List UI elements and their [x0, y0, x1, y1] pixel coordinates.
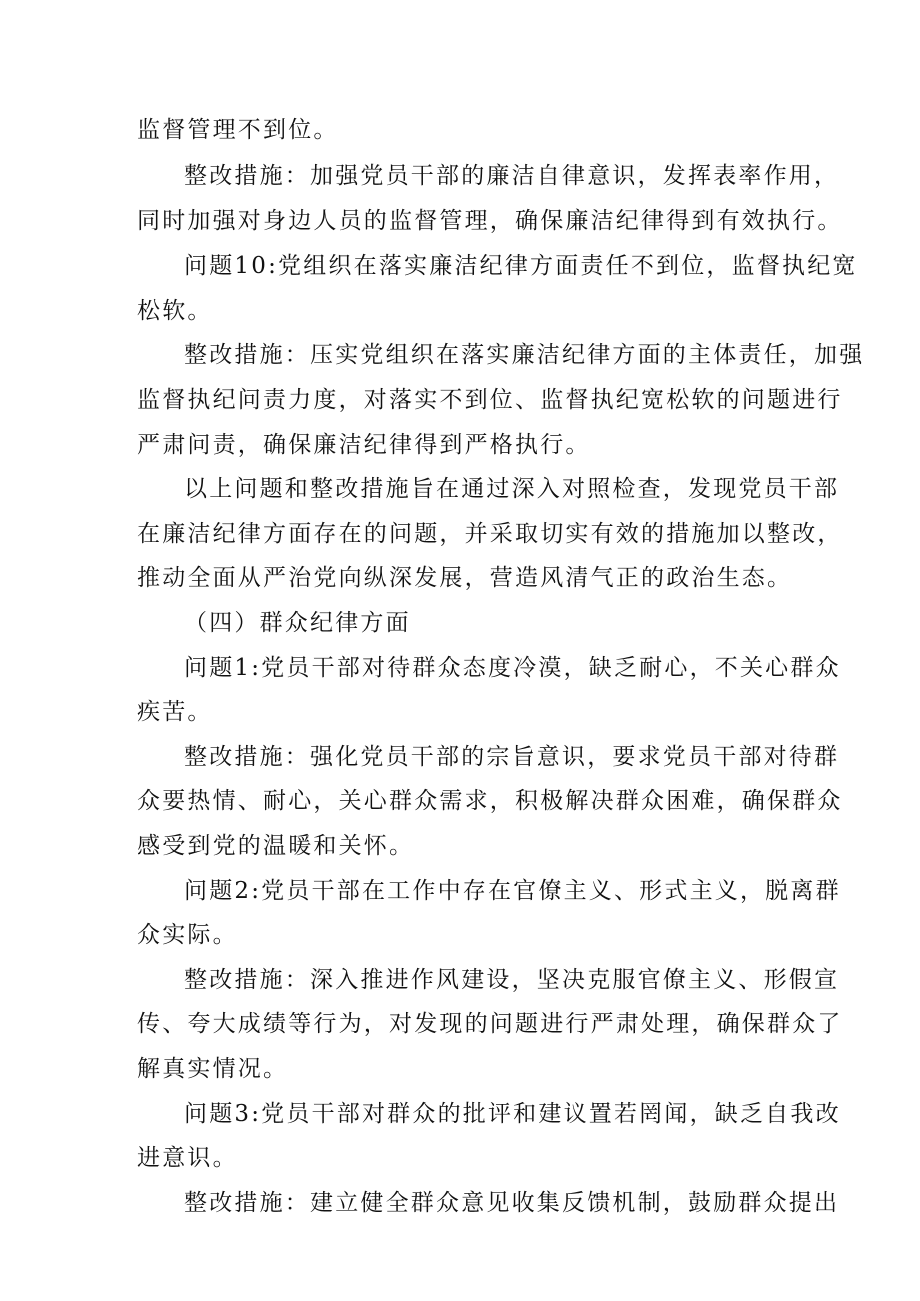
text-line: 问题1:党员干部对待群众态度冷漠，缺乏耐心，不关心群众: [184, 655, 841, 681]
text-line: 传、夸大成绩等行为，对发现的问题进行严肃处理，确保群众了: [137, 1011, 843, 1037]
text-line: 在廉洁纪律方面存在的问题，并采取切实有效的措施加以整改，: [137, 521, 843, 547]
text-line: 整改措施：建立健全群众意见收集反馈机制，鼓励群众提出: [184, 1190, 840, 1216]
text-line: 众实际。: [137, 922, 238, 948]
text-line: 众要热情、耐心，关心群众需求，积极解决群众困难，确保群众: [137, 788, 843, 814]
text-line: 推动全面从严治党向纵深发展，营造风清气正的政治生态。: [137, 565, 793, 591]
text-line: 疾苦。: [137, 699, 213, 725]
text-line: 问题3:党员干部对群众的批评和建议置若罔闻，缺乏自我改: [184, 1101, 841, 1127]
text-line: 解真实情况。: [137, 1056, 289, 1082]
section-heading: （四）群众纪律方面: [184, 610, 411, 636]
text-line: 整改措施：加强党员干部的廉洁自律意识，发挥表率作用，: [184, 163, 840, 189]
text-line: 同时加强对身边人员的监督管理，确保廉洁纪律得到有效执行。: [137, 208, 843, 234]
text-line: 以上问题和整改措施旨在通过深入对照检查，发现党员干部: [184, 476, 840, 502]
text-line: 整改措施：深入推进作风建设，坚决克服官僚主义、形假宣: [184, 967, 840, 993]
text-line: 问题2:党员干部在工作中存在官僚主义、形式主义，脱离群: [184, 878, 841, 904]
text-line: 严肃问责，确保廉洁纪律得到严格执行。: [137, 432, 591, 458]
text-line: 问题10:党组织在落实廉洁纪律方面责任不到位，监督执纪宽: [184, 253, 858, 279]
text-line: 松软。: [137, 298, 213, 324]
text-line: 整改措施：压实党组织在落实廉洁纪律方面的主体责任，加强: [184, 342, 865, 368]
text-line: 感受到党的温暖和关怀。: [137, 833, 415, 859]
text-line: 进意识。: [137, 1145, 238, 1171]
text-line: 监督执纪问责力度，对落实不到位、监督执纪宽松软的问题进行: [137, 387, 843, 413]
text-line: 整改措施：强化党员干部的宗旨意识，要求党员干部对待群: [184, 744, 840, 770]
text-line: 监督管理不到位。: [137, 117, 339, 143]
